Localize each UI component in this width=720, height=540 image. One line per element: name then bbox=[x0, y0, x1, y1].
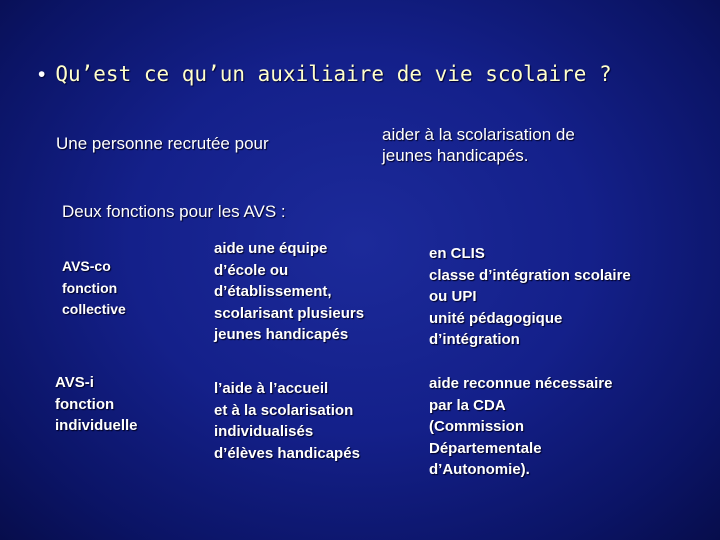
intro-left-text: Une personne recrutée pour bbox=[56, 134, 269, 153]
type-line: AVS-co bbox=[62, 258, 111, 274]
context-line: Départementale bbox=[429, 439, 542, 457]
title-text: Qu’est ce qu’un auxiliaire de vie scolaire ? bbox=[55, 62, 612, 86]
row-collective-type bbox=[62, 256, 126, 321]
row-individual-description bbox=[214, 378, 360, 464]
description-line: d’école ou bbox=[214, 261, 289, 279]
title-bullet: • bbox=[38, 63, 46, 86]
subheading: Deux fonctions pour les AVS : bbox=[62, 202, 286, 221]
context-line: en CLIS bbox=[429, 245, 485, 262]
description-line: d’élèves handicapés bbox=[214, 444, 360, 462]
description-line: aide une équipe bbox=[214, 240, 328, 257]
context-line: ou UPI bbox=[429, 288, 477, 305]
intro-right-line: jeunes handicapés. bbox=[382, 146, 529, 165]
context-line: par la CDA bbox=[429, 396, 506, 414]
context-line: d’Autonomie). bbox=[429, 461, 530, 478]
description-line: l’aide à l’accueil bbox=[214, 380, 329, 397]
context-line: classe d’intégration scolaire bbox=[429, 266, 631, 284]
description-line: scolarisant plusieurs bbox=[214, 304, 365, 322]
type-line: fonction bbox=[62, 279, 118, 296]
description-line: individualisés bbox=[214, 423, 314, 440]
row-individual-context bbox=[429, 373, 612, 481]
slide-title bbox=[38, 62, 698, 87]
description-line: et à la scolarisation bbox=[214, 401, 354, 419]
context-line: aide reconnue nécessaire bbox=[429, 375, 613, 392]
type-line: collective bbox=[62, 301, 126, 317]
row-collective-description bbox=[214, 238, 364, 346]
intro-right-line: aider à la scolarisation de bbox=[382, 125, 575, 144]
description-line: d’établissement, bbox=[214, 283, 332, 300]
row-collective-context bbox=[429, 243, 631, 351]
intro-right-text bbox=[382, 124, 682, 166]
type-line: fonction bbox=[55, 395, 115, 413]
type-line: AVS-i bbox=[55, 374, 94, 391]
context-line: unité pédagogique bbox=[429, 309, 563, 327]
context-line: (Commission bbox=[429, 418, 525, 435]
context-line: d’intégration bbox=[429, 331, 520, 348]
row-individual-type bbox=[55, 372, 138, 437]
type-line: individuelle bbox=[55, 417, 138, 434]
description-line: jeunes handicapés bbox=[214, 326, 349, 343]
